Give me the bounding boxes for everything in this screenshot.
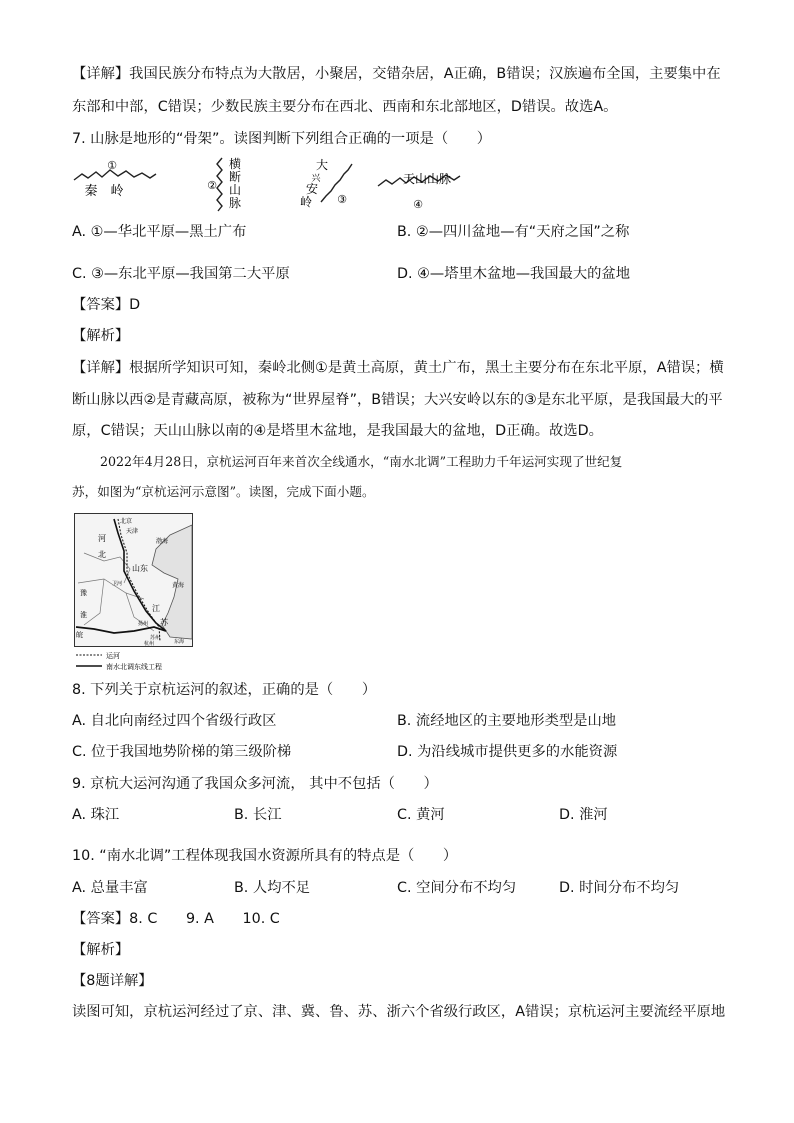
daxinganling-mountain-icon (300, 157, 352, 209)
hengduan-char: 断 (228, 170, 242, 184)
analysis-label: 【解析】 (72, 942, 130, 958)
daxinganling-char: 岭 (299, 195, 313, 209)
map-label-hangzhou: 杭州 (144, 641, 155, 647)
qinling-mountain-icon (74, 159, 156, 199)
map-label-shandong: 山东 (132, 564, 148, 573)
answer-label: 【答案】D (72, 297, 141, 313)
circled-number-4: ④ (413, 198, 423, 211)
option-b: B. ②—四川盆地—有“天府之国”之称 (397, 224, 630, 240)
option-b: B. 流经地区的主要地形类型是山地 (397, 713, 617, 729)
circled-number-1: ① (107, 159, 117, 172)
option-a: A. ①—华北平原—黑土广布 (72, 224, 247, 240)
question-7: 7. 山脉是地形的“骨架”。读图判断下列组合正确的一项是（ ） (72, 131, 492, 147)
map-label-jiangsu: 苏 (160, 618, 168, 627)
map-label-anhui: 皖 (76, 631, 83, 639)
qinling-label: 秦 岭 (84, 184, 124, 199)
option-b: B. 长江 (234, 807, 282, 823)
tianshan-mountain-icon (378, 172, 460, 211)
text-line: 苏，如图为“京杭运河示意图”。读图，完成下面小题。 (72, 484, 375, 499)
question-10: 10. “南水北调”工程体现我国水资源所具有的特点是（ ） (72, 848, 458, 864)
text-line: 2022年4月28日，京杭运河百年来首次全线通水，“南水北调”工程助力千年运河实现了世纪复 (100, 454, 623, 469)
map-label-hebei: 北 (98, 550, 106, 559)
analysis-label: 【解析】 (72, 328, 130, 344)
question-9: 9. 京杭大运河沟通了我国众多河流， 其中不包括（ ） (72, 776, 438, 792)
option-b: B. 人均不足 (234, 880, 311, 896)
question-8: 8. 下列关于京杭运河的叙述，正确的是（ ） (72, 682, 377, 698)
map-label-weihe: 卫河 (112, 581, 123, 587)
tianshan-label: 天山山脉 (402, 172, 452, 186)
map-label-beijing: 北京 (120, 518, 133, 525)
answer-label: 【答案】8. C 9. A 10. C (72, 911, 280, 927)
hengduan-char: 横 (228, 157, 242, 171)
daxinganling-char: 大 (315, 158, 329, 172)
text-line: 读图可知，京杭运河经过了京、津、冀、鲁、苏、浙六个省级行政区，A错误；京杭运河主要流经平原地 (72, 1004, 726, 1020)
text-line: 【详解】我国民族分布特点为大散居，小聚居，交错杂居，A正确，B错误；汉族遍布全国，主要集中在 (72, 66, 721, 82)
option-d: D. 淮河 (559, 807, 608, 823)
hengduan-mountain-icon (207, 156, 241, 211)
grand-canal-map (74, 513, 194, 673)
daxinganling-char: 兴 (311, 174, 321, 184)
option-d: D. 为沿线城市提供更多的水能资源 (397, 744, 618, 760)
text-line: 断山脉以西②是青藏高原，被称为“世界屋脊”，B错误；大兴安岭以东的③是东北平原，是我国最大的平 (72, 392, 723, 408)
map-label-henan: 豫 (80, 589, 87, 597)
text-line: 【详解】根据所学知识可知，秦岭北侧①是黄土高原，黄土广布，黑土主要分布在东北平原，A错误；横 (72, 360, 724, 376)
map-label-yangzhou: 扬州 (138, 621, 149, 627)
text-line: 东部和中部，C错误；少数民族主要分布在西北、西南和东北部地区，D错误。故选A。 (72, 99, 618, 115)
map-label-donghai: 东海 (174, 639, 185, 645)
map-label-suzhou: 苏州 (150, 635, 161, 641)
option-d: D. 时间分布不均匀 (559, 880, 680, 896)
option-a: A. 自北向南经过四个省级行政区 (72, 713, 277, 729)
map-label-huai: 淮 (80, 611, 87, 619)
daxinganling-char: 安 (305, 182, 319, 196)
legend-project: 南水北调东线工程 (106, 663, 162, 671)
option-c: C. 黄河 (397, 807, 445, 823)
option-d: D. ④—塔里木盆地—我国最大的盆地 (397, 266, 631, 282)
map-label-tianjin: 天津 (126, 528, 139, 535)
map-label-huanghai: 黄海 (172, 582, 185, 589)
hengduan-char: 脉 (228, 196, 242, 210)
option-a: A. 总量丰富 (72, 880, 148, 896)
subsection-title: 【8题详解】 (72, 973, 153, 989)
mountain-figure (72, 156, 472, 214)
circled-number-2: ② (207, 179, 217, 192)
option-c: C. ③—东北平原—我国第二大平原 (72, 266, 290, 282)
option-a: A. 珠江 (72, 807, 120, 823)
map-label-hebei: 河 (98, 534, 106, 543)
legend-canal: 运河 (106, 652, 120, 660)
hengduan-char: 山 (228, 183, 242, 197)
text-line: 原，C错误；天山山脉以南的④是塔里木盆地，是我国最大的盆地，D正确。故选D。 (72, 423, 603, 439)
circled-number-3: ③ (337, 193, 347, 206)
map-label-jiangsu: 江 (152, 604, 160, 613)
option-c: C. 位于我国地势阶梯的第三级阶梯 (72, 744, 292, 760)
map-label-bohai: 渤海 (156, 538, 169, 545)
option-c: C. 空间分布不均匀 (397, 880, 517, 896)
